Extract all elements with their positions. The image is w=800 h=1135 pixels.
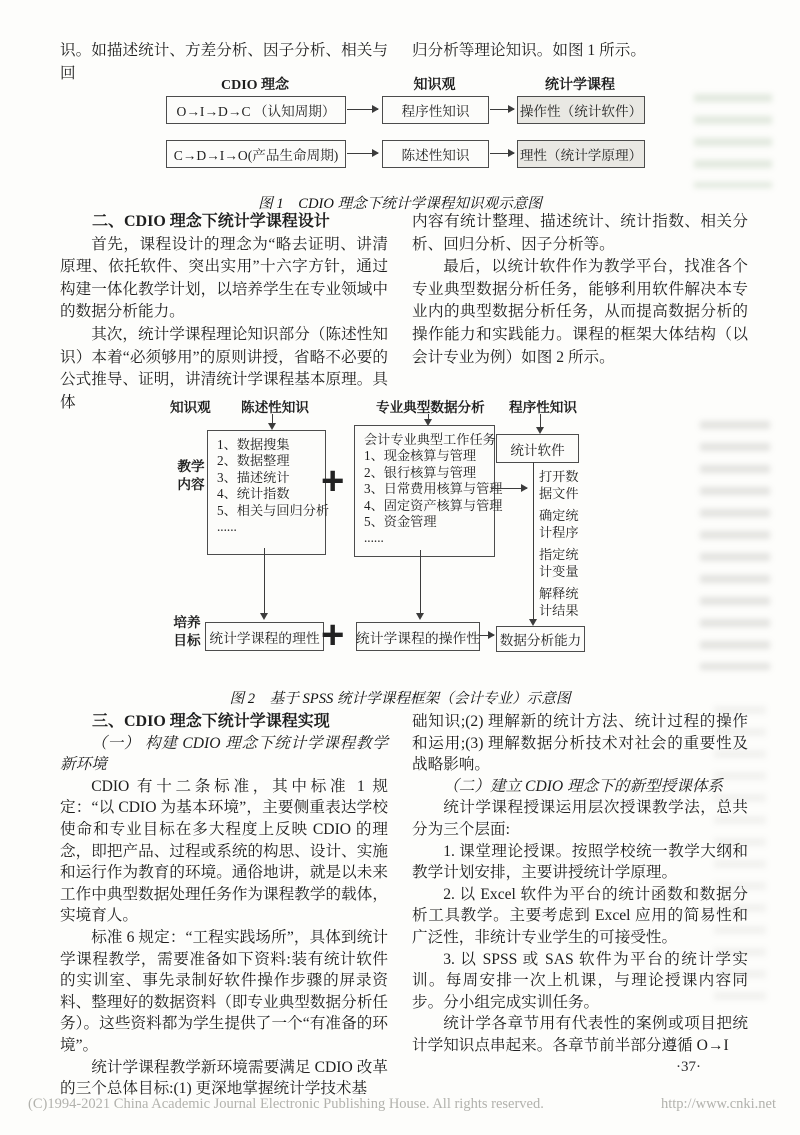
section3-left-column xyxy=(60,711,388,1100)
figure1-box-declarative-knowledge: 陈述性知识 xyxy=(382,140,489,168)
content-list-item: ...... xyxy=(364,530,384,546)
paragraph: 其次，统计学课程理论知识部分（陈述性知识）本着“必须够用”的原则讲授，省略不必要的公式推导、证明，讲清统计学课程基本原理。具体 xyxy=(60,325,388,411)
figure1-column-header: 统计学课程 xyxy=(545,78,615,93)
software-step: 打开数据文件 xyxy=(539,469,579,501)
paragraph: 首先，课程设计的理念为“略去证明、讲清原理、依托软件、突出实用”十六字方针，通过构建一体化教学计划，以培养学生在专业领域中的数据分析能力。 xyxy=(60,235,388,321)
content-list-item: 4、固定资产核算与管理 xyxy=(364,497,503,513)
content-list-item: 5、相关与回归分析 xyxy=(217,502,330,518)
paragraph: 标准 6 规定：“工程实践场所”，具体到统计学课程教学，需要准备如下资料:装有统计软件的实训室、事先录制好软件操作步骤的屏录资料、整理好的数据资料（即专业典型数据分析任务）。这些资料都为学生提供了一个“有准备的环境”。 xyxy=(60,928,388,1054)
paragraph: 二、CDIO 理念下统计学课程设计 xyxy=(92,213,330,230)
paragraph: 统计学课程教学新环境需要满足 CDIO 改革的三个总体目标:(1) 更深地掌握统计学技术基 xyxy=(60,1058,388,1098)
figure2-row-label-knowledge: 知识观 xyxy=(170,400,211,415)
figure1-column-header: CDIO 理念 xyxy=(220,78,290,93)
arrow-down-icon xyxy=(420,550,421,614)
content-list-item: 3、描述统计 xyxy=(217,469,290,485)
paragraph: 三、CDIO 理念下统计学课程实现 xyxy=(92,713,330,730)
content-list-item: 1、数据搜集 xyxy=(217,437,290,452)
content-list-item: 4、统计指数 xyxy=(217,486,290,502)
figure1-box-cognitive-cycle: O→I→D→C （认知周期） xyxy=(166,96,346,124)
figure2-software-box: 统计软件 xyxy=(496,434,579,463)
figure2-goal-rational-box: 统计学课程的理性 xyxy=(205,622,324,651)
figure2-task-content-box xyxy=(354,425,503,557)
paragraph: 统计学课程授课运用层次授课教学法，总共分为三个层面: xyxy=(412,799,748,838)
paragraph: CDIO 有十二条标准，其中标准 1 规定：“以 CDIO 为基本环境”，主要侧重表达学校使命和专业目标在多大程度上反映 CDIO 的理念，即把产品、过程或系统的构思、设计、实施和运行作为教育的环境。通俗地讲，就是以未来工作中典型数据处理任务作为课程教学的载体，实境育人。 xyxy=(60,777,388,925)
content-list-item: 2、数据整理 xyxy=(217,453,290,469)
figure2-software-steps xyxy=(539,468,580,624)
footer-url: http://www.cnki.net xyxy=(660,1096,776,1112)
content-list-item: ...... xyxy=(217,519,237,535)
software-step: 解释统计结果 xyxy=(539,586,579,618)
figure1-column-header: 知识观 xyxy=(413,78,456,93)
figure1-box-rational: 理性（统计学原理） xyxy=(517,140,645,168)
content-list-item: 1、现金核算与管理 xyxy=(364,448,477,464)
figure2-goal-operational-box: 统计学课程的操作性 xyxy=(356,622,480,651)
body-text-line: 归分析等理论知识。如图 1 所示。 xyxy=(412,42,646,59)
figure-1-diagram xyxy=(0,70,800,190)
content-list-item: 2、银行核算与管理 xyxy=(364,464,477,480)
paragraph: 内容有统计整理、描述统计、统计指数、相关分析、回归分析、因子分析等。 xyxy=(412,213,748,253)
footer xyxy=(28,1096,776,1113)
paragraph: （二）建立 CDIO 理念下的新型授课体系 xyxy=(443,777,724,795)
arrow-right-icon xyxy=(490,109,514,110)
figure1-box-operational: 操作性（统计软件） xyxy=(517,96,645,124)
flow-line xyxy=(533,462,534,617)
figure1-box-procedural-knowledge: 程序性知识 xyxy=(382,96,489,124)
arrow-down-icon xyxy=(264,548,265,614)
paragraph: 3. 以 SPSS 或 SAS 软件为平台的统计学实训。每周安排一次上机课，与理论授课内容同步。分小组完成实训任务。 xyxy=(412,950,748,1011)
paragraph: 2. 以 Excel 软件为平台的统计函数和数据分析工具教学。主要考虑到 Excel 应用的简易性和广泛性，非统计专业学生的可接受性。 xyxy=(412,885,748,946)
arrow-right-icon xyxy=(480,635,494,636)
figure2-goal-label: 培养目标 xyxy=(173,615,201,648)
plus-sign: + xyxy=(321,613,345,657)
figure1-caption: 图 1 CDIO 理念下统计学课程知识观示意图 xyxy=(258,196,542,212)
figure2-header-procedural: 程序性知识 xyxy=(509,400,577,415)
arrow-down-icon xyxy=(272,414,273,424)
content-list-item: 5、资金管理 xyxy=(364,514,437,530)
software-step: 确定统计程序 xyxy=(539,508,579,540)
figure2-teaching-content-label: 教学内容 xyxy=(177,459,205,492)
footer-copyright: (C)1994-2021 China Academic Journal Electronic Publishing House. All rights reserved. xyxy=(28,1096,544,1112)
figure2-header-task: 专业典型数据分析 xyxy=(376,400,485,415)
body-text-line: 识。如描述统计、方差分析、因子分析、相关与回 xyxy=(60,42,388,82)
figure2-header-declarative: 陈述性知识 xyxy=(241,400,309,415)
arrow-right-icon xyxy=(491,488,527,489)
arrow-right-icon xyxy=(347,109,378,110)
figure2-caption: 图 2 基于 SPSS 统计学课程框架（会计专业）示意图 xyxy=(229,691,571,707)
section2-right-column xyxy=(412,211,748,369)
arrow-down-icon xyxy=(540,414,541,428)
figure1-box-product-lifecycle: C→D→I→O(产品生命周期) xyxy=(166,140,346,168)
paragraph: 统计学各章节用有代表性的案例或项目把统计学知识点串起来。各章节前半部分遵循 O→I xyxy=(412,1015,748,1054)
figure2-goal-ability-box: 数据分析能力 xyxy=(496,626,585,652)
figure2-declarative-content-box xyxy=(207,430,330,555)
figure-2-diagram xyxy=(0,395,800,695)
section3-right-column xyxy=(412,711,748,1057)
paragraph: 最后，以统计软件作为教学平台，找准各个专业典型数据分析任务，能够利用软件解决本专业内的典型数据分析任务，从而提高数据分析的操作能力和实践能力。课程的框架大体结构（以会计专业为例）如图 2 所示。 xyxy=(412,258,748,366)
plus-sign: + xyxy=(321,459,345,503)
software-step: 指定统计变量 xyxy=(539,547,579,579)
paragraph: 础知识;(2) 理解新的统计方法、统计过程的操作和运用;(3) 理解数据分析技术对社会的重要性及战略影响。 xyxy=(412,713,748,774)
arrow-right-icon xyxy=(347,153,378,154)
page-number: ·37· xyxy=(676,1059,701,1075)
paragraph: 1. 课堂理论授课。按照学校统一教学大纲和教学计划安排，主要讲授统计学原理。 xyxy=(412,842,748,882)
content-list-item: 会计专业典型工作任务 xyxy=(364,432,496,447)
arrow-right-icon xyxy=(490,153,514,154)
section2-left-column xyxy=(60,211,388,414)
arrow-down-icon xyxy=(533,610,534,620)
content-list-item: 3、日常费用核算与管理 xyxy=(364,481,503,497)
arrow-down-icon xyxy=(428,414,429,420)
intro-right-column xyxy=(412,40,748,63)
paragraph: （一） 构建 CDIO 理念下统计学课程教学新环境 xyxy=(60,734,388,774)
